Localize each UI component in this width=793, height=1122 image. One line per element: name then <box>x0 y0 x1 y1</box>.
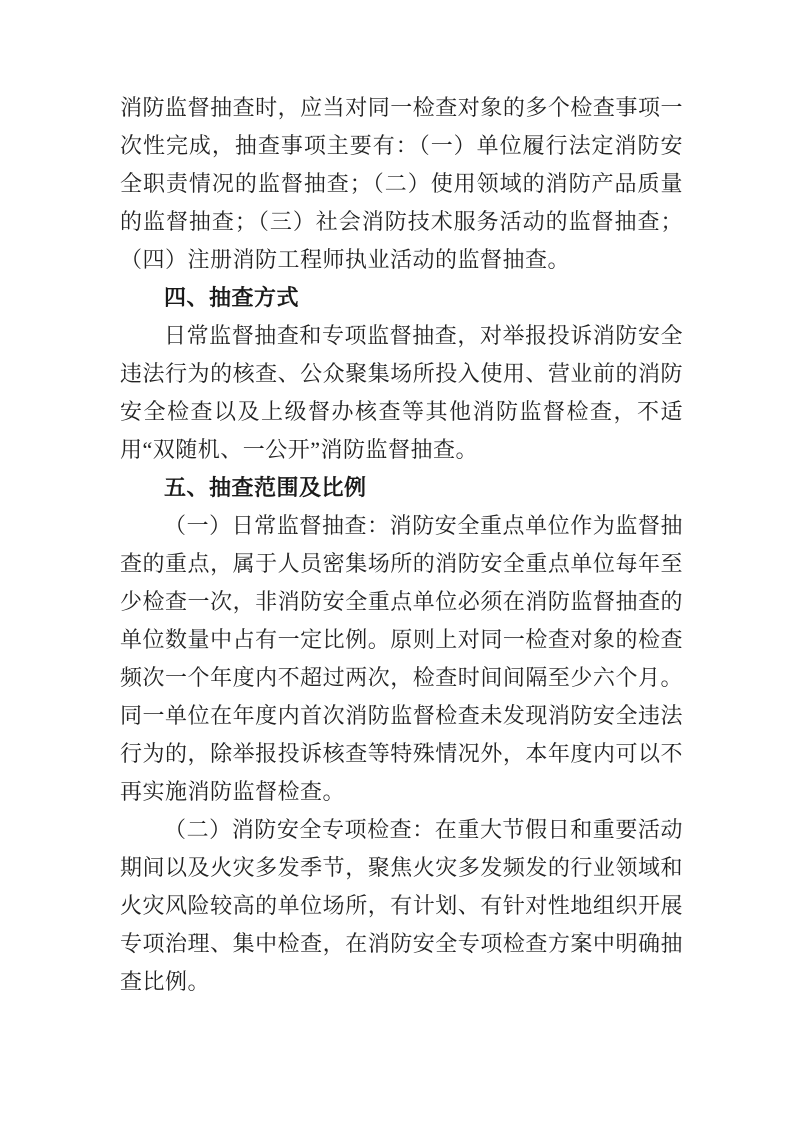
section-heading-4-inspection-method: 四、抽查方式 <box>164 285 300 310</box>
section-heading-5-scope-and-ratio: 五、抽查范围及比例 <box>164 475 367 500</box>
paragraph-inspection-items: 消防监督抽查时，应当对同一检查对象的多个检查事项一次性完成，抽查事项主要有：（一）单位履行法定消防安全职责情况的监督抽查；（二）使用领域的消防产品质量的监督抽查；（三）社会消防技术服务活动的监督抽查；（四）注册消防工程师执业活动的监督抽查。 <box>120 95 683 272</box>
paragraph-special-inspection: （二）消防安全专项检查：在重大节假日和重要活动期间以及火灾多发季节，聚焦火灾多发频发的行业领域和火灾风险较高的单位场所，有计划、有针对性地组织开展专项治理、集中检查，在消防安全专项检查方案中明确抽查比例。 <box>120 817 683 994</box>
paragraph-inspection-method: 日常监督抽查和专项监督抽查，对举报投诉消防安全违法行为的核查、公众聚集场所投入使用、营业前的消防安全检查以及上级督办核查等其他消防监督检查，不适用“双随机、一公开”消防监督抽查。 <box>120 323 683 462</box>
paragraph-daily-supervision: （一）日常监督抽查：消防安全重点单位作为监督抽查的重点，属于人员密集场所的消防安全重点单位每年至少检查一次，非消防安全重点单位必须在消防监督抽查的单位数量中占有一定比例。原则上对同一检查对象的检查频次一个年度内不超过两次，检查时间间隔至少六个月。同一单位在年度内首次消防监督检查未发现消防安全违法行为的，除举报投诉核查等特殊情况外，本年度内可以不再实施消防监督检查。 <box>120 513 683 804</box>
